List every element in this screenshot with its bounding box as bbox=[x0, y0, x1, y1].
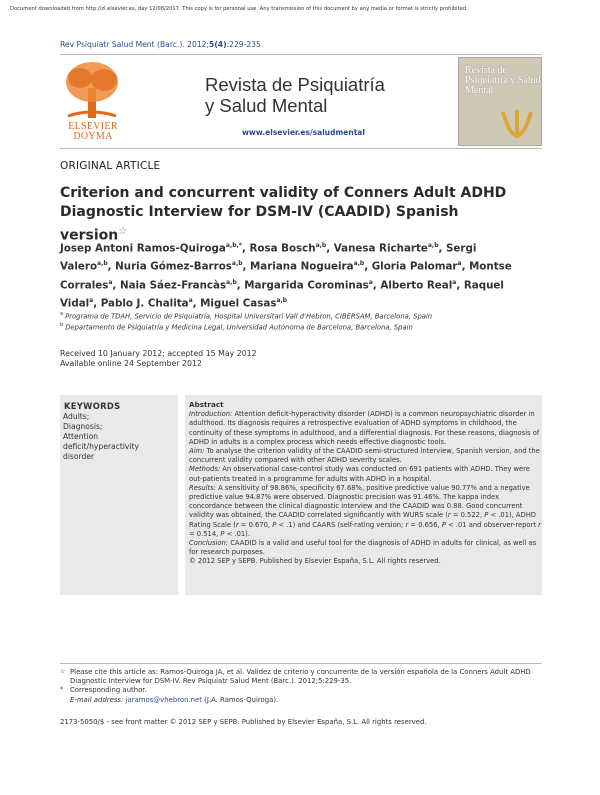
email-label: E-mail address: bbox=[70, 695, 124, 704]
keyword-item: deficit/hyperactivity bbox=[63, 442, 140, 451]
methods-text: An observational case-control study was conducted on 691 patients with ADHD. They were out-patients treated in a programme for adults with ADHD in a hospital. bbox=[189, 465, 530, 483]
methods-label: Methods: bbox=[189, 465, 221, 474]
results-text: = 0.514, bbox=[189, 529, 221, 538]
abstract-aim bbox=[189, 447, 541, 465]
email-suffix: (J.A. Ramos-Quiroga). bbox=[201, 695, 279, 704]
results-text: A sensitivity of 98.86%, specificity 67.68%, positive predictive value 90.77% and a negative predictive value 94.87% were observed. Diagnostic precision was 91.46%. The kappa index concordance between the clinical diagnostic interview and the CAADID was 0.88. Good concurrent validity was obtained, the CAADID correlated significantly with WURS scale ( bbox=[189, 483, 530, 520]
stat-symbol: P bbox=[441, 520, 446, 529]
journal-url-link[interactable]: www.elsevier.es/saludmental bbox=[242, 128, 365, 137]
cover-title: Revista de Psiquiatría y Salud Mental bbox=[465, 65, 541, 96]
conclusion-text: CAADID is a valid and useful tool for the diagnosis of ADHD in adults for clinical, as well as for research purposes. bbox=[189, 539, 537, 557]
abstract-copyright: © 2012 SEP y SEPB. Published by Elsevier España, S.L. All rights reserved. bbox=[189, 557, 441, 566]
abstract-box bbox=[185, 395, 542, 595]
stat-symbol: r bbox=[447, 511, 451, 520]
author-affiliation-mark: a bbox=[457, 260, 462, 268]
author-name: Gloria Palomar bbox=[371, 260, 458, 273]
citation-volume: 5(4) bbox=[209, 40, 227, 49]
journal-title-line1: Revista de Psiquiatría bbox=[205, 74, 385, 95]
article-title bbox=[60, 184, 530, 246]
abstract-conclusion bbox=[189, 539, 541, 557]
intro-text: Attention deficit-hyperactivity disorder (ADHD) is a common neuropsychiatric disorder in adulthood. Its diagnosis requires a retrospective evaluation of ADHD symptoms in childhood, the continuity of these symptoms in adulthood, and a differential diagnosis. For these reasons, diagnosis of ADHD in adults is a complex process which needs effective diagnostic tools. bbox=[189, 410, 540, 446]
aim-text: To analyse the criterion validity of the CAADID semi-structured interview, Spanish version, and the concurrent validity compared with other ADHD severity scales. bbox=[189, 447, 540, 465]
author-affiliation-mark: a,b bbox=[315, 242, 327, 249]
author-affiliation-mark: a bbox=[368, 278, 373, 286]
stat-symbol: P bbox=[484, 511, 489, 520]
results-text: = 0.522, bbox=[450, 511, 485, 520]
download-notice: Document downloaded from http://zl.elsevier.es, day 12/08/2017. This copy is for personal use. Any transmission of this document by any media or format is strictly prohibited. bbox=[10, 6, 468, 12]
journal-title-line2: y Salud Mental bbox=[205, 95, 328, 116]
author-affiliation-mark: a bbox=[188, 297, 193, 305]
abstract-content bbox=[189, 400, 541, 567]
intro-label: Introduction: bbox=[189, 410, 233, 419]
affiliation-b bbox=[60, 322, 540, 331]
author-name: Rosa Bosch bbox=[249, 242, 316, 255]
author-affiliation-mark: a,b bbox=[231, 260, 243, 268]
author-affiliation-mark: a,b bbox=[226, 278, 237, 286]
keywords-list bbox=[63, 412, 139, 462]
footnote-divider bbox=[60, 663, 542, 664]
email-footnote bbox=[60, 696, 540, 705]
footnote-mark: * bbox=[60, 686, 63, 694]
affiliation-mark: b bbox=[60, 322, 64, 328]
affiliation-text: Programa de TDAH, Servicio de Psiquiatría, Hospital Universitari Vall d'Hebron, CIBERSAM, Barcelona, Spain bbox=[65, 312, 433, 321]
author-affiliation-mark: a bbox=[452, 278, 457, 286]
results-text: < .01). bbox=[224, 529, 250, 538]
keyword-item: Attention bbox=[63, 432, 99, 441]
author-affiliation-mark: a,b bbox=[97, 260, 108, 268]
abstract-introduction bbox=[189, 410, 541, 447]
journal-citation bbox=[60, 40, 261, 49]
footnotes bbox=[60, 668, 540, 705]
author-list: Josep Antoni Ramos-Quiroga$^{a,b,*}$, Rosa Bosch$^{a,b}$, Vanesa Richarte$^{a,b}$, Sergi Valero$^{a,b}$, Nuria Gómez-Barros$^{a,b}$, Mariana Nogueira$^{a,b}$, Gloria Palomar$^a$, Montse Corrales$^a$, Naia Sáez-Francàs$^{a,b}$, Margarida Corominas$^a$, Alberto Real$^a$, Raquel Vidal$^a$, Pablo J. Chalita$^a$, Miguel Casas$^{a,b}$ bbox=[60, 242, 512, 310]
footnote-mark: ☆ bbox=[60, 668, 66, 675]
stat-symbol: P bbox=[220, 529, 225, 538]
author-name: Nuria Gómez-Barros bbox=[115, 260, 232, 273]
citation-footnote-text: Please cite this article as: Ramos-Quiroga JA, et al. Validez de criterio y concurrente de la versión española de la Conners Adult ADHD Diagnostic Interview for DSM-IV. Rev Psiquiatr Salud Ment (Barc.). 2012;5:229-35. bbox=[70, 668, 531, 686]
received-date: Received 10 January 2012; accepted 15 May 2012 bbox=[60, 349, 257, 358]
results-text: < .1) and CAARS (self-rating version; bbox=[276, 520, 406, 529]
keywords-heading: KEYWORDS bbox=[64, 401, 121, 411]
keyword-item: Adults; bbox=[63, 412, 90, 421]
abstract-methods bbox=[189, 465, 541, 483]
author-name: Vanesa Richarte bbox=[333, 242, 428, 255]
author-name: Sergi Valero bbox=[60, 242, 477, 273]
article-title-text: Criterion and concurrent validity of Conners Adult ADHD Diagnostic Interview for DSM-IV (CAADID) Spanish version bbox=[60, 185, 507, 244]
author-affiliation-mark: a,b bbox=[353, 260, 365, 268]
affiliation-a bbox=[60, 311, 540, 320]
author-affiliation-mark: a,b,* bbox=[225, 242, 242, 249]
results-text: < .01 and observer-report bbox=[445, 520, 539, 529]
header-divider-bottom bbox=[60, 148, 542, 149]
email-link[interactable]: jaramos@vhebron.net bbox=[125, 695, 202, 704]
citation-pages: :229-235 bbox=[226, 40, 261, 49]
author-affiliation-mark: a,b bbox=[276, 297, 288, 305]
journal-cover-thumbnail bbox=[458, 57, 542, 146]
author-name: Josep Antoni Ramos-Quiroga bbox=[60, 242, 226, 255]
author-name: Raquel Vidal bbox=[60, 279, 504, 310]
keyword-item: disorder bbox=[63, 452, 95, 461]
author-name: Pablo J. Chalita bbox=[100, 297, 189, 310]
results-text: = 0.670, bbox=[238, 520, 273, 529]
author-name: Margarida Corominas bbox=[244, 279, 369, 292]
author-name: Mariana Nogueira bbox=[250, 260, 354, 273]
results-text: = 0.656, bbox=[408, 520, 442, 529]
corresponding-footnote bbox=[60, 686, 540, 695]
corresponding-author-text: Corresponding author. bbox=[70, 686, 147, 695]
affiliation-mark: a bbox=[60, 311, 64, 317]
cover-logo-icon bbox=[499, 108, 535, 140]
article-dates bbox=[60, 349, 257, 369]
citation-prefix: Rev Psiquiatr Salud Ment (Barc.). 2012; bbox=[60, 40, 210, 49]
results-text: < .01), ADHD Rating Scale ( bbox=[189, 511, 537, 529]
abstract-results bbox=[189, 484, 541, 539]
author-name: Montse Corrales bbox=[60, 260, 512, 292]
publisher-logo-text: ELSEVIER DOYMA bbox=[68, 121, 118, 142]
abstract-heading: Abstract bbox=[189, 400, 224, 409]
aim-label: Aim: bbox=[189, 447, 205, 456]
author-affiliation-mark: a,b bbox=[427, 242, 439, 249]
title-footnote-mark: ☆ bbox=[118, 226, 128, 237]
author-name: Naia Sáez-Francàs bbox=[119, 279, 227, 292]
stat-symbol: P bbox=[272, 520, 277, 529]
author-name: Miguel Casas bbox=[200, 297, 277, 310]
author-affiliation-mark: a bbox=[89, 297, 94, 305]
stat-symbol: r bbox=[405, 520, 409, 529]
results-label: Results: bbox=[189, 483, 216, 492]
journal-title bbox=[205, 74, 385, 116]
stat-symbol: r bbox=[538, 520, 541, 529]
author-affiliation-mark: a bbox=[108, 278, 113, 286]
keywords-box bbox=[60, 395, 178, 595]
affiliation-text: Departamento de Psiquiatría y Medicina Legal, Universidad Autónoma de Barcelona, Barcelona, Spain bbox=[65, 323, 413, 332]
conclusion-label: Conclusion: bbox=[189, 539, 229, 548]
section-label: ORIGINAL ARTICLE bbox=[60, 160, 161, 172]
stat-symbol: r bbox=[235, 520, 239, 529]
front-matter-copyright: 2173-5050/$ - see front matter © 2012 SEP y SEPB. Published by Elsevier España, S.L. All rights reserved. bbox=[60, 718, 427, 726]
author-name: Alberto Real bbox=[380, 279, 453, 292]
online-date: Available online 24 September 2012 bbox=[60, 359, 202, 368]
citation-footnote bbox=[60, 668, 540, 686]
keyword-item: Diagnosis; bbox=[63, 422, 103, 431]
header-divider-top bbox=[60, 54, 542, 55]
